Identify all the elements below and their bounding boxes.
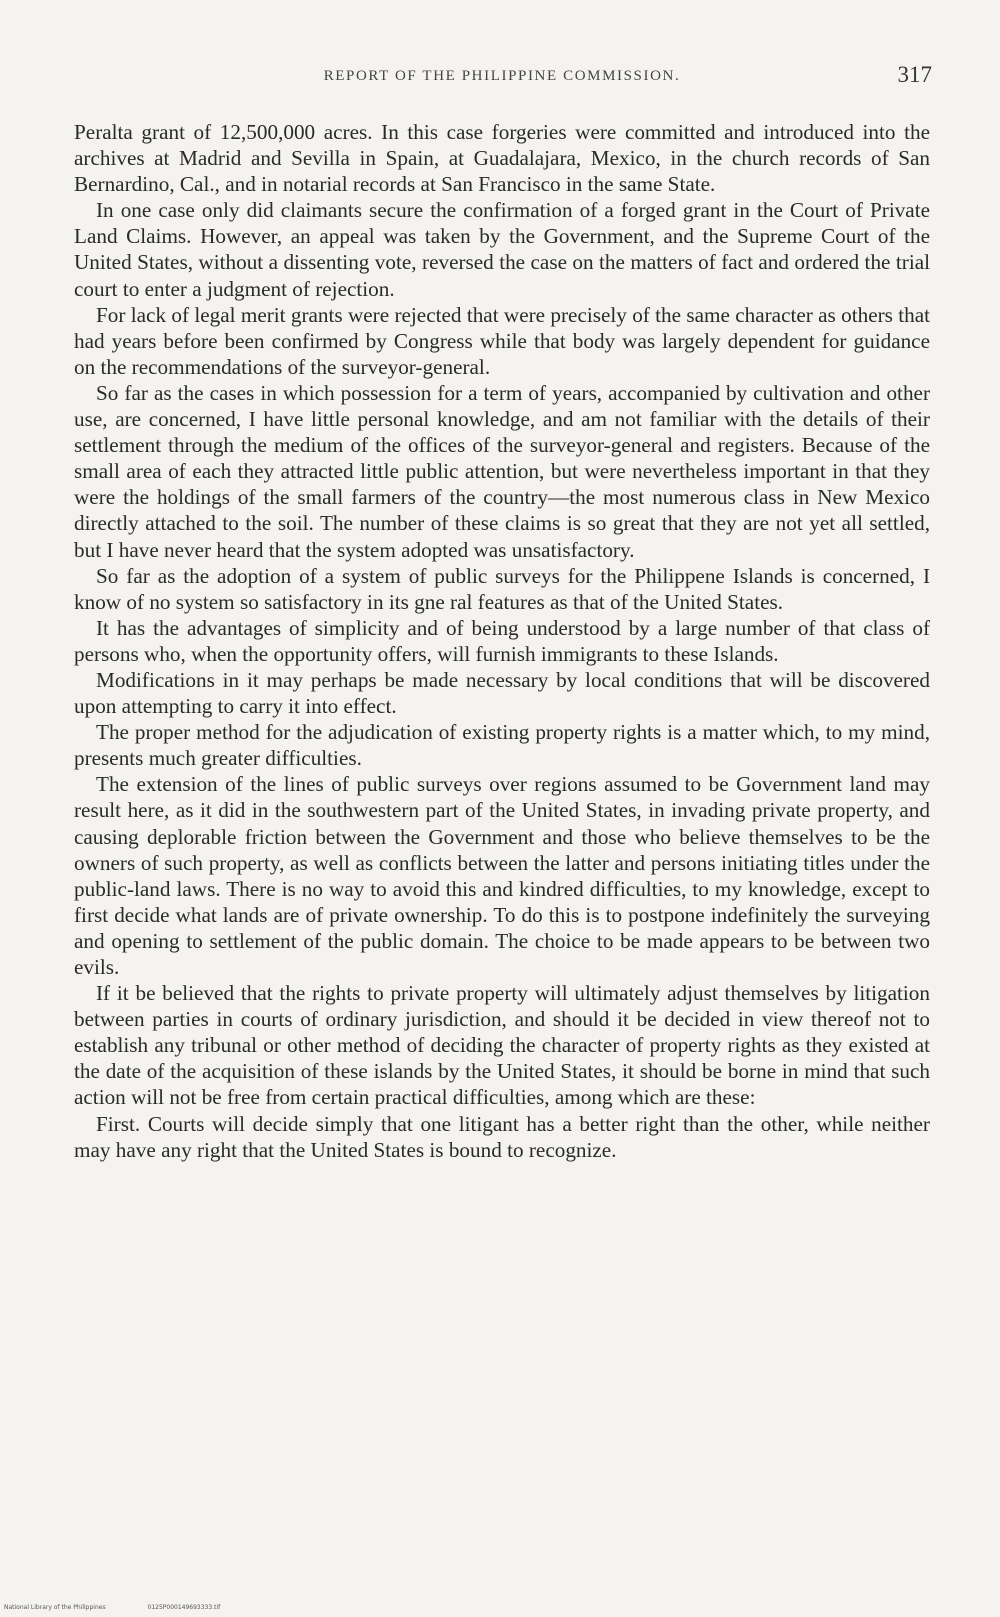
running-head: REPORT OF THE PHILIPPINE COMMISSION. [323,68,681,84]
body-text [74,119,930,1163]
paragraph: For lack of legal merit grants were rejected that were precisely of the same character as others that had years before been confirmed by Congress while that body was largely dependent for guidance on the recommendations of the surveyor-general. [74,302,930,379]
paragraph: In one case only did claimants secure the confirmation of a forged grant in the Court of Private Land Claims. However, an appeal was taken by the Government, and the Supreme Court of the United States, without a dissenting vote, reversed the case on the matters of fact and ordered the trial court to enter a judgment of rejection. [74,198,930,301]
paragraph: So far as the adoption of a system of public surveys for the Philippene Islands is concerned, I know of no system so satisfactory in its gne ral features as that of the United States. [74,563,930,614]
page-number: 317 [897,62,932,87]
paragraph: Peralta grant of 12,500,000 acres. In this case forgeries were committed and introduced into the archives at Madrid and Sevilla in Spain, at Guadalajara, Mexico, in the church records of San Bernardino, Cal., and in notarial records at San Francisco in the same State. [74,120,930,197]
paragraph: The proper method for the adjudication of existing property rights is a matter which, to my mind, presents much greater difficulties. [74,720,930,771]
scan-footer [4,1604,260,1611]
footer-code: 0125P000149693333.tif [147,1604,221,1611]
paragraph: First. Courts will decide simply that one litigant has a better right than the other, while neither may have any right that the United States is bound to recognize. [74,1111,930,1162]
paragraph: The extension of the lines of public surveys over regions assumed to be Government land may result here, as it did in the southwestern part of the United States, in invading private property, and causing deplorable friction between the Government and those who believe themselves to be the owners of such property, as well as conflicts between the latter and persons initiating titles under the public-land laws. There is no way to avoid this and kindred difficulties, to my knowledge, except to first decide what lands are of private ownership. To do this is to postpone indefinitely the surveying and opening to settlement of the public domain. The choice to be made appears to be between two evils. [74,772,930,979]
paragraph: So far as the cases in which possession for a term of years, accompanied by cultivation and other use, are concerned, I have little personal knowledge, and am not familiar with the details of their settlement through the medium of the offices of the surveyor-general and registers. Because of the small area of each they attracted little public attention, but were nevertheless important in that they were the holdings of the small farmers of the country—the most numerous class in New Mexico directly attached to the soil. The number of these claims is so great that they are not yet all settled, but I have never heard that the system adopted was unsatisfactory. [74,380,930,562]
footer-library: National Library of the Philippines [4,1604,106,1611]
page-header [72,62,932,92]
paragraph: If it be believed that the rights to private property will ultimately adjust themselves by litigation between parties in courts of ordinary jurisdiction, and should it be decided in view thereof not to establish any tribunal or other method of deciding the character of property rights as they existed at the date of the acquisition of these islands by the United States, it should be borne in mind that such action will not be free from certain practical difficulties, among which are these: [74,981,930,1110]
paragraph: Modifications in it may perhaps be made necessary by local conditions that will be discovered upon attempting to carry it into effect. [74,667,930,719]
paragraph: It has the advantages of simplicity and of being understood by a large number of that class of persons who, when the opportunity offers, will furnish immigrants to these Islands. [74,615,930,666]
